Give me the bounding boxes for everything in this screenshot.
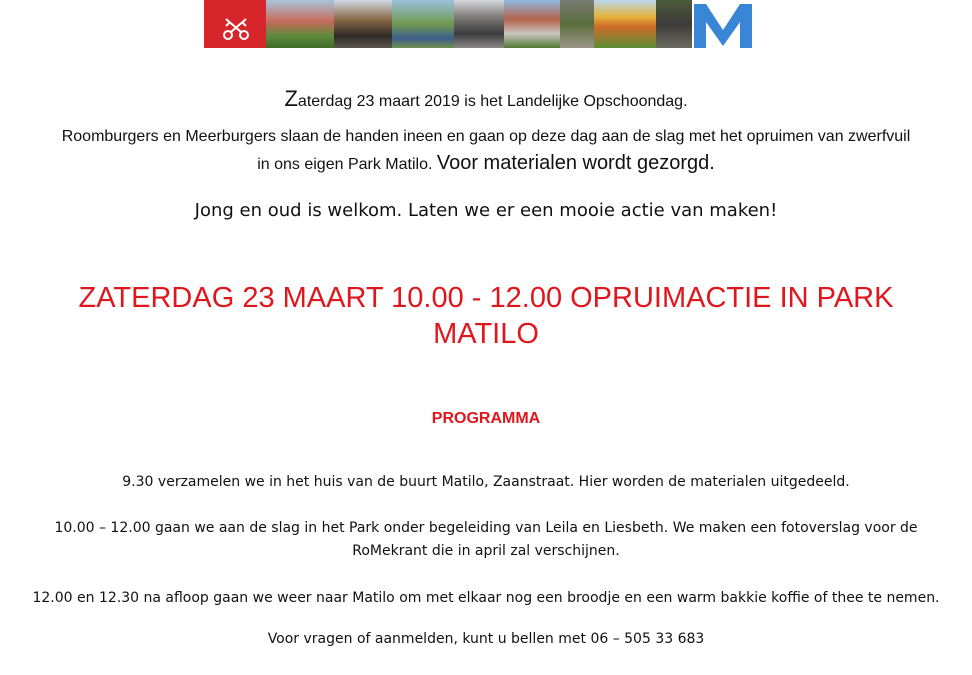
intro-line-2: Roomburgers en Meerburgers slaan de handen ineen en gaan op deze dag aan de slag met het opruimen van zwerfvuil <box>61 128 911 145</box>
programma-item-1: 9.30 verzamelen we in het huis van de buurt Matilo, Zaanstraat. Hier worden de materialen uitgedeeld. <box>122 474 850 490</box>
intro-line-1: Zaterdag 23 maart 2019 is het Landelijke Opschoondag. <box>284 86 688 111</box>
headline-line-2: MATILO <box>433 318 539 350</box>
programma-item-2-line-2: RoMekrant die in april zal verschijnen. <box>352 543 620 559</box>
crossed-keys-icon <box>222 18 250 40</box>
left-logo <box>204 0 266 48</box>
photo-building <box>334 0 392 48</box>
photo-apartments <box>454 0 504 48</box>
header-banner <box>204 0 766 48</box>
programma-item-2-line-1: 10.00 – 12.00 gaan we aan de slag in het Park onder begeleiding van Leila en Liesbeth. We maken een fotoverslag voor de <box>54 520 918 536</box>
programma-item-3: 12.00 en 12.30 na afloop gaan we weer naar Matilo om met elkaar nog een broodje en een warm bakkie koffie of thee te nemen. <box>32 590 940 606</box>
m-logo-icon <box>692 0 754 48</box>
photo-park <box>656 0 692 48</box>
photo-playground <box>594 0 656 48</box>
intro-line-3: in ons eigen Park Matilo. Voor materialen wordt gezorgd. <box>257 152 715 174</box>
contact-line: Voor vragen of aanmelden, kunt u bellen met 06 – 505 33 683 <box>267 631 705 647</box>
headline-line-1: ZATERDAG 23 MAART 10.00 - 12.00 OPRUIMACTIE IN PARK <box>78 282 894 314</box>
photo-market <box>266 0 334 48</box>
intro-line-4: Jong en oud is welkom. Laten we er een mooie actie van maken! <box>194 200 778 221</box>
photo-street <box>560 0 594 48</box>
programma-title: PROGRAMMA <box>431 410 541 427</box>
photo-flats <box>504 0 560 48</box>
right-logo <box>692 0 754 48</box>
photo-canal <box>392 0 454 48</box>
